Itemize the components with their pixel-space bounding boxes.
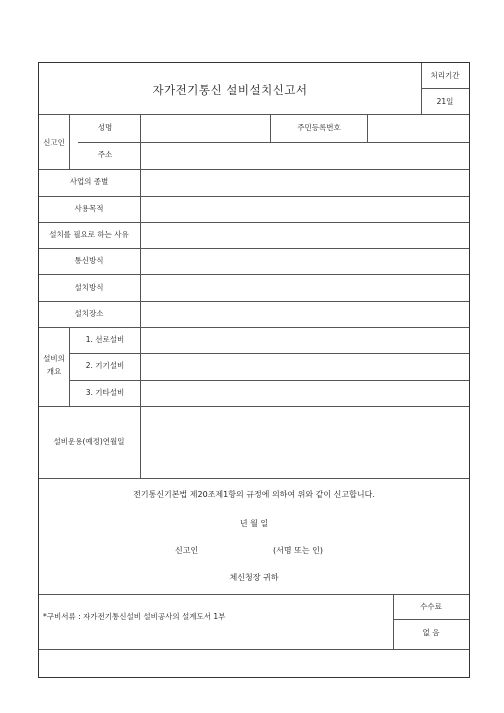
- purpose-row-divider: [39, 222, 469, 223]
- reason-row-divider: [39, 248, 469, 249]
- resident-number-label: 주민등록번호: [297, 123, 341, 132]
- device-equipment-label: 2. 기기설비: [85, 361, 125, 370]
- footer-row-divider: [39, 649, 469, 650]
- fee-divider: [393, 594, 394, 649]
- comm-method-label: 통신방식: [74, 256, 104, 265]
- signer-label: 신고인: [175, 546, 199, 555]
- date-line: 년 월 일: [239, 519, 269, 528]
- purpose-label: 사용목적: [74, 204, 104, 213]
- overview-label-line1: 설비의: [43, 354, 65, 363]
- operation-date-label: 설비운용(예정)연월일: [53, 437, 125, 446]
- line-equipment-label: 1. 선로설비: [85, 335, 125, 344]
- install-method-label: 설치방식: [74, 283, 104, 292]
- business-row-divider: [39, 196, 469, 197]
- title-period-divider: [421, 63, 422, 114]
- address-label: 주소: [97, 150, 113, 159]
- period-cell-divider: [421, 88, 469, 89]
- reason-label: 설치를 필요로 하는 사유: [49, 230, 129, 239]
- title-row-divider: [39, 114, 469, 115]
- name-resident-divider: [270, 114, 271, 142]
- label-value-divider: [140, 114, 141, 406]
- overview-group-divider: [69, 327, 70, 406]
- operation-value-divider: [140, 406, 141, 478]
- other-equipment-label: 3. 기타설비: [85, 388, 125, 397]
- reporter-group-divider: [69, 114, 70, 169]
- overview-label-line2: 개요: [46, 367, 62, 376]
- fee-cell-divider: [393, 619, 469, 620]
- resident-value-divider: [367, 114, 368, 142]
- overview-row-divider: [39, 406, 469, 407]
- reporter-group-label: 신고인: [43, 138, 65, 147]
- business-type-label: 사업의 종별: [69, 177, 109, 186]
- operation-row-divider: [39, 478, 469, 479]
- line-equipment-row-divider: [69, 353, 469, 354]
- attachments-note: *구비서류 : 자가전기통신설비 설비공사의 설계도서 1부: [43, 612, 226, 621]
- install-place-row-divider: [39, 327, 469, 328]
- fee-value: 없 음: [422, 628, 440, 637]
- declaration-text: 전기통신기본법 제20조제1항의 규정에 의하여 위와 같이 신고합니다.: [133, 490, 375, 499]
- install-method-row-divider: [39, 301, 469, 302]
- processing-period-label: 처리기간: [430, 71, 460, 80]
- device-equipment-row-divider: [69, 380, 469, 381]
- report-form: [38, 62, 470, 678]
- install-place-label: 설치장소: [74, 309, 104, 318]
- signature-note: (서명 또는 인): [273, 546, 323, 555]
- processing-period-value: 21일: [436, 97, 454, 106]
- recipient: 체신청장 귀하: [229, 573, 279, 582]
- name-label: 성명: [97, 123, 113, 132]
- form-title: 자가전기통신 설비설치신고서: [152, 83, 308, 97]
- comm-row-divider: [39, 274, 469, 275]
- name-row-divider: [78, 142, 469, 143]
- declaration-row-divider: [39, 594, 469, 595]
- fee-label: 수수료: [420, 602, 442, 611]
- reporter-row-divider: [39, 169, 469, 170]
